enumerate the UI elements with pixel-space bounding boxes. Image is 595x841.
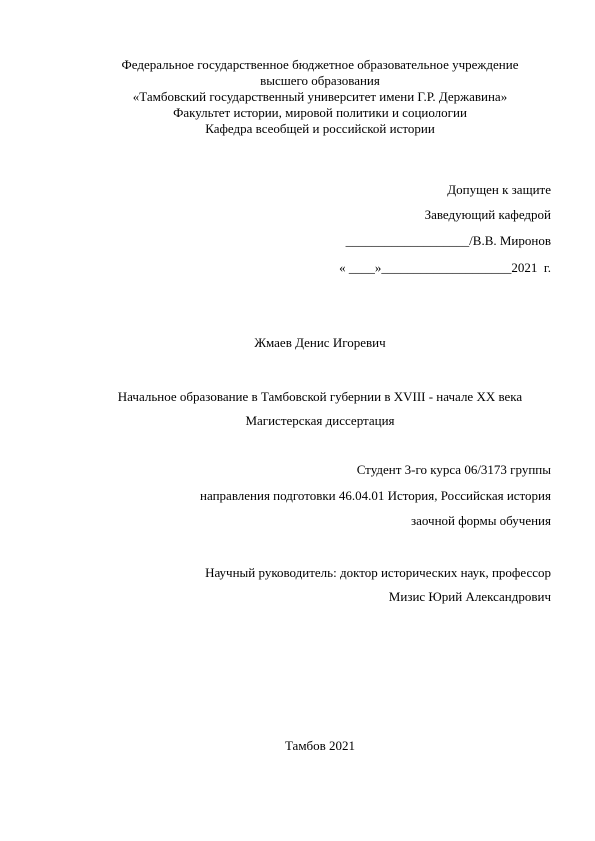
supervisor-name: Мизис Юрий Александрович bbox=[388, 589, 551, 604]
institution-line: Федеральное государственное бюджетное образовательное учреждение bbox=[121, 57, 519, 72]
university-name: «Тамбовский государственный университет имени Г.Р. Державина» bbox=[132, 89, 508, 104]
supervisor-title: Научный руководитель: доктор исторических наук, профессор bbox=[205, 565, 551, 580]
thesis-title: Начальное образование в Тамбовской губернии в XVIII - начале XX века bbox=[117, 389, 523, 404]
student-program: направления подготовки 46.04.01 История, Российская история bbox=[200, 488, 551, 503]
student-study-form: заочной формы обучения bbox=[410, 513, 551, 528]
city-year: Тамбов 2021 bbox=[284, 738, 356, 753]
head-signature-line: ___________________/В.В. Миронов bbox=[345, 233, 551, 248]
approval-date-line: « ____»____________________2021 г. bbox=[339, 260, 551, 275]
head-of-department: Заведующий кафедрой bbox=[424, 207, 551, 222]
education-level-line: высшего образования bbox=[260, 73, 380, 88]
author-name: Жмаев Денис Игоревич bbox=[254, 335, 386, 350]
admitted-to-defense: Допущен к защите bbox=[447, 182, 551, 197]
faculty-name: Факультет истории, мировой политики и социологии bbox=[173, 105, 467, 120]
thesis-type: Магистерская диссертация bbox=[245, 413, 395, 428]
student-course-group: Студент 3-го курса 06/3173 группы bbox=[356, 462, 551, 477]
department-name: Кафедра всеобщей и российской истории bbox=[205, 121, 435, 136]
